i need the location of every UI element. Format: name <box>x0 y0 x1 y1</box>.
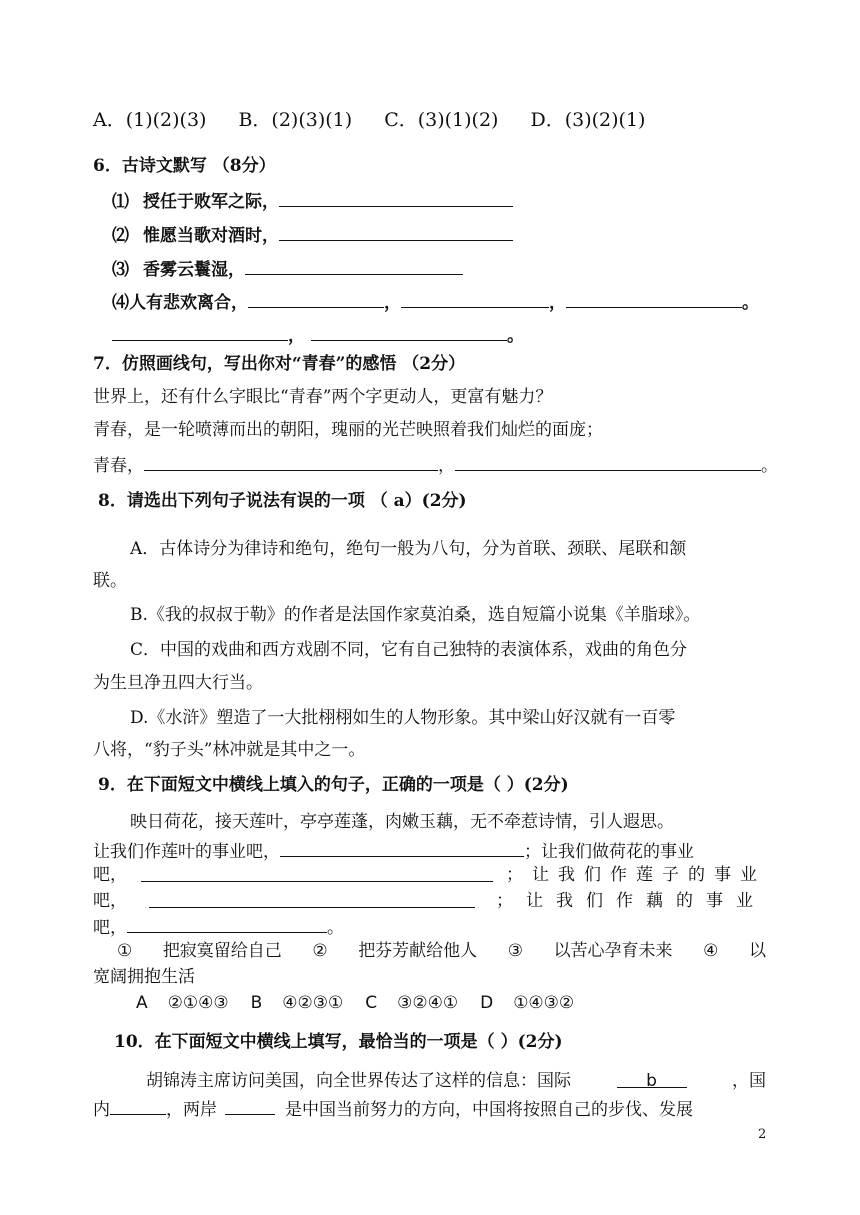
q8-option-c-line-1: C．中国的戏曲和西方戏剧不同，它有自己独特的表演体系，戏曲的角色分 <box>130 640 688 660</box>
q5-option-c: C．(3)(1)(2) <box>384 109 499 131</box>
q9-choice-a-value: ②①④③ <box>167 993 229 1013</box>
q6-item-2 <box>112 222 513 248</box>
q9-line-4-start: 吧， <box>93 891 127 911</box>
q9-blank-4[interactable] <box>127 914 327 933</box>
q7-line-3-start: 青春， <box>93 456 144 476</box>
q7-period: 。 <box>761 456 778 476</box>
q6-title: 6．古诗文默写 （8分） <box>93 156 276 176</box>
q9-options-line-2: 宽阔拥抱生活 <box>93 967 195 987</box>
q9-line-3-start: 吧， <box>93 865 127 885</box>
q9-choice-d-value: ①④③② <box>513 993 575 1013</box>
q9-blank-1[interactable] <box>280 838 524 857</box>
q6-comma: ， <box>384 293 401 313</box>
q10-line-1-start: 胡锦涛主席访问美国，向全世界传达了这样的信息：国际 <box>146 1071 571 1091</box>
q8-option-a-line-2: 联。 <box>93 571 127 591</box>
q10-line-2-a: 内 <box>93 1100 110 1120</box>
q10-line-2-b: ，两岸 <box>166 1100 217 1120</box>
q9-blank-3[interactable] <box>149 889 475 908</box>
q9-choice-b-value: ④②③① <box>282 993 344 1013</box>
q9-title: 9．在下面短文中横线上填入的句子，正确的一项是（ ）(2分) <box>98 775 569 795</box>
q9-paragraph-line-1: 映日荷花，接天莲叶，亭亭莲蓬，肉嫩玉藕，无不牵惹诗情，引人遐思。 <box>130 812 674 832</box>
q8-option-d-line-1: D.《水浒》塑造了一大批栩栩如生的人物形象。其中梁山好汉就有一百零 <box>130 708 676 728</box>
q6-item-4-blank-2[interactable] <box>401 289 549 308</box>
q10-blank-3[interactable] <box>225 1096 275 1115</box>
q6-item-2-blank[interactable] <box>279 222 513 241</box>
q9-choice-a-label: A <box>136 993 148 1013</box>
q6-item-4-cont <box>112 322 524 348</box>
q10-line-1-end: ，国 <box>732 1071 766 1091</box>
q10-title: 10．在下面短文中横线上填写，最恰当的一项是（ ）(2分) <box>114 1032 563 1052</box>
q9-choice-c-value: ③②④① <box>397 993 459 1013</box>
q9-opt-2-text: 把芬芳献给他人 <box>358 941 478 961</box>
q9-blank-2[interactable] <box>141 863 493 882</box>
q6-item-3-blank[interactable] <box>245 256 463 275</box>
q6-item-1-text: 授任于败军之际， <box>143 192 279 212</box>
q9-line-2-start: 让我们作莲叶的事业吧， <box>93 842 280 862</box>
q9-choice-d-label: D <box>480 993 494 1013</box>
q6-item-1-num: ⑴ <box>112 192 129 212</box>
q6-item-4-blank-5[interactable] <box>311 322 507 341</box>
q9-opt-4-num: ④ <box>703 941 719 961</box>
q6-comma: ， <box>549 293 566 313</box>
q8-option-a-line-1: A．古体诗分为律诗和绝句，绝句一般为八句，分为首联、颈联、尾联和颔 <box>130 539 687 559</box>
q10-line-2-c: 是中国当前努力的方向，中国将按照自己的步伐、发展 <box>285 1100 693 1120</box>
q6-item-4-blank-3[interactable] <box>566 289 742 308</box>
q9-line-5-end: 。 <box>327 918 344 938</box>
q6-period: 。 <box>742 293 759 313</box>
q6-item-4-blank-1[interactable] <box>248 289 384 308</box>
q6-item-3-text: 香雾云鬟湿， <box>143 260 245 280</box>
q5-options <box>93 107 645 133</box>
q9-opt-2-num: ② <box>312 941 328 961</box>
q9-paragraph-line-5 <box>93 914 344 940</box>
q10-paragraph-line-1 <box>146 1069 766 1093</box>
q6-item-4-blank-4[interactable] <box>112 322 288 341</box>
q6-comma: ， <box>288 326 305 346</box>
q9-choices <box>136 991 574 1015</box>
q9-line-5-start: 吧， <box>93 918 127 938</box>
q7-blank-2[interactable] <box>455 452 761 471</box>
q7-comma: ， <box>438 456 455 476</box>
q7-line-3 <box>93 452 778 478</box>
q10-blank-1[interactable]: b <box>617 1069 687 1088</box>
q6-item-3-num: ⑶ <box>112 260 129 280</box>
q9-line-3-end: ；让我们作莲子的事业 <box>506 865 766 885</box>
q10-blank-2[interactable] <box>110 1096 166 1115</box>
q9-opt-1-num: ① <box>117 941 133 961</box>
q6-item-4 <box>112 289 759 315</box>
q9-options-line-1 <box>117 939 766 963</box>
q6-item-4-text: ⑷人有悲欢离合， <box>112 293 248 313</box>
q5-option-d: D．(3)(2)(1) <box>530 109 646 131</box>
q6-item-3 <box>112 256 463 282</box>
q9-opt-1-text: 把寂寞留给自己 <box>162 941 282 961</box>
page-number: 2 <box>758 1127 767 1142</box>
q5-option-a: A．(1)(2)(3) <box>93 109 207 131</box>
q7-line-1: 世界上，还有什么字眼比“青春”两个字更动人，更富有魅力？ <box>93 387 553 407</box>
q9-choice-c-label: C <box>365 993 378 1013</box>
q6-item-2-num: ⑵ <box>112 226 129 246</box>
q8-option-d-line-2: 八将，“豹子头”林冲就是其中之一。 <box>93 740 366 760</box>
q9-paragraph-line-2 <box>93 838 694 864</box>
q7-line-2: 青春，是一轮喷薄而出的朝阳，瑰丽的光芒映照着我们灿烂的面庞； <box>93 420 603 440</box>
q9-opt-4-text-start: 以 <box>748 941 766 961</box>
q9-line-4-end: ；让我们作藕的事业 <box>496 891 766 911</box>
q9-line-2-end: ；让我们做荷花的事业 <box>524 842 694 862</box>
q8-option-c-line-2: 为生旦净丑四大行当。 <box>93 673 263 693</box>
q9-paragraph-line-4 <box>93 889 766 913</box>
q9-paragraph-line-3 <box>93 863 766 887</box>
q9-opt-3-text: 以苦心孕育未来 <box>553 941 673 961</box>
q5-option-b: B．(2)(3)(1) <box>238 109 353 131</box>
q6-item-1 <box>112 188 513 214</box>
q8-title: 8．请选出下列句子说法有误的一项 （ a）(2分) <box>98 491 467 511</box>
q7-blank-1[interactable] <box>144 452 438 471</box>
q6-period: 。 <box>507 326 524 346</box>
q6-item-1-blank[interactable] <box>279 188 513 207</box>
q6-item-2-text: 惟愿当歌对酒时， <box>143 226 279 246</box>
q9-choice-b-label: B <box>250 993 263 1013</box>
q9-opt-3-num: ③ <box>507 941 523 961</box>
q10-paragraph-line-2 <box>93 1096 693 1122</box>
q7-title: 7．仿照画线句，写出你对“青春”的感悟 （2分） <box>93 354 466 374</box>
q8-option-b: B.《我的叔叔于勒》的作者是法国作家莫泊桑，选自短篇小说集《羊脂球》。 <box>130 605 701 625</box>
